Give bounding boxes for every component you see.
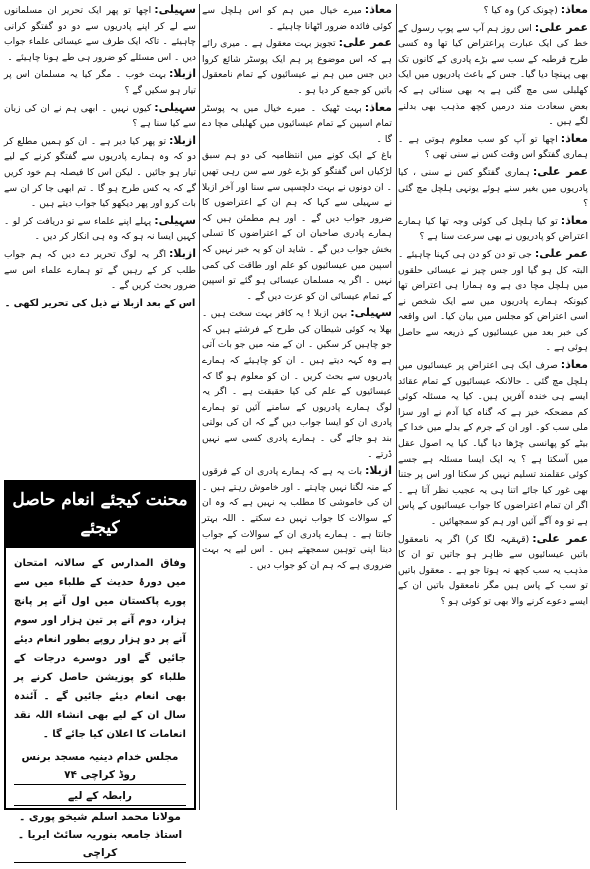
column-divider [199,4,200,810]
reward-advertisement [4,480,196,859]
dialogue-text: اگر یہ لوگ تحریر دے دیں کہ ہم جواب طلب کر کے رہیں گے تو ہمارے علماء اس سے ضرور بحث کریں گے ۔ [4,248,196,292]
dialogue-paragraph [398,164,588,212]
speaker-name: معاذ: [560,131,588,145]
dialogue-text: میرے خیال میں ہم کو اس ہلچل سے کوئی فائدہ ضرور اٹھانا چاہیئے ۔ [202,5,392,32]
dialogue-paragraph [398,2,588,19]
speaker-name: عمر علی: [534,246,588,260]
dialogue-text: (قہقہہ لگا کر) اگر یہ نامعقول باتیں عیسائیوں سے ظاہر ہو جاتیں تو ان کا مذہب یہ سب کچھ نہ ہوتا جو ہے ۔ معقول باتیں تو سب کے پاس ہیں مگر نامعقول باتیں ان کے ایسے دعوے کرنے والا بھی تو کوئی ہو ؟ [398,533,588,607]
advert-footer [6,744,194,869]
dialogue-paragraph [4,133,196,212]
dialogue-text: بات یہ ہے کہ ہمارے پادری ان کے فرقوں کے منہ لگنا نہیں چاہتے ۔ اور خاموش رہتے ہیں ۔ ان کی خاموشی کا مطلب یہ نہیں ہے کہ وہ ان کے سوالات کا جواب نہیں دے سکتے ۔ اللہ بہتر جانتا ہے ۔ ہمارے پادری ان کے سوالات کے جواب دینا اپنی توہین سمجھتے ہیں ۔ اس لیے یہ بہت ضروری ہے کہ ہم ان کو جواب دیں ۔ [202,466,392,571]
speaker-name: عمر علی: [338,36,393,50]
column-left [4,2,196,315]
dialogue-paragraph [398,531,588,610]
speaker-name: سہیلی: [154,213,196,227]
speaker-name: معاذ: [560,213,588,227]
dialogue-paragraph [4,246,196,294]
dialogue-text: تجویز بہت معقول ہے ۔ میری رائے ہے کہ اس موضوع پر ہم ایک پوسٹر شائع کروا دیں جس میں ہم نے عیسائیوں کے تمام نامعقول باتیں کو جمع کر دیا ہو ۔ [202,38,392,96]
dialogue-text: تو پھر کیا دیر ہے ۔ ان کو ہمیں مطلع کر دو کہ وہ ہمارے پادریوں سے گفتگو کرنے کے لیے تیار ہو جائیں ۔ لیکن اس کا فیصلہ ہم خود کریں گے کہ یہ کس طرح ہو گا ۔ تم ابھی جا کر ان سے بات کرو اور پھر دیکھو کیا جواب دیتے ہیں ۔ [4,135,196,210]
speaker-name: معاذ: [364,100,392,114]
speaker-name: عمر علی: [532,531,588,545]
dialogue-text: کیوں نہیں ۔ ابھی ہم نے ان کی زبان سے کیا سنا ہے ؟ [4,102,196,130]
advert-headline: محنت کیجئے انعام حاصل کیجئے [6,482,194,548]
advert-footer-line: مجلس خدام دینیہ مسجد برنس روڈ کراچی ۷۴ [14,748,186,785]
dialogue-text: تو کیا ہلچل کی کوئی وجہ تھا کیا ہمارے اعتراض کو پادریوں نے بھی سرعت سنا ہے ؟ [398,215,588,243]
column-right [398,2,588,611]
dialogue-text: پہلے اپنے علماء سے تو دریافت کر لو ۔ کہیں ایسا نہ ہو کہ وہ ہی انکار کر دیں ۔ [4,215,196,243]
dialogue-text: اس روز ہم آپ سے پوپ رسول کے خط کی ایک عبارت پراعتراض کیا تھا وہ کسی طرح قرطبہ کے سب سے بڑے پادری کے کانوں تک بھی پہنچا دیا گیا۔ جس کے باعث پادریوں میں ایک کھلبلی سی مچ گئی ہے یہ بھی سنائی ہے کہ بعض سعادت مند درمیں کچھ مذہب بھی بدلنے لگے ہیں ۔ [398,22,588,128]
dialogue-paragraph [398,131,588,163]
speaker-name: معاذ: [560,358,588,372]
dialogue-text: باغ کے ایک کونے میں انتظامیہ کی دو ہم سبق لڑکیاں اس گفتگو کو بڑے غور سے سن رہی تھیں ۔ ان دونوں نے بہت دلچسپی سے سنا اور آخر ازبلا نے سہیلی سے کہا کہ ہم ان کے اعتراضوں کا ضرور جواب دیں گے ۔ اور ہم مطمئن ہیں کہ ہمارے پادری صاحبان ان کے اعتراضوں کا تسلی بخش جواب دیں گے ۔ شاید ان کو یہ خبر نہیں کہ اسپین میں عیسائیوں کو علم اور طاقت کی کمی نہیں ۔ اگر یہ مسلمان عیسائی ہو گئے تو اسپین کے تمام عیسائی ان کو عزت دیں گے ۔ [202,150,392,302]
speaker-name: معاذ: [364,3,392,16]
dialogue-paragraph [398,357,588,530]
dialogue-text: ہماری گفتگو کس نے سنی ، کیا پادریوں میں بغیر سنے ہوئے یونہی ہلچل مچ گئی ؟ [398,166,588,210]
speaker-name: عمر علی: [532,164,589,178]
dialogue-paragraph [202,305,392,462]
dialogue-text: (چونک کر) وہ کیا ؟ [483,5,558,16]
dialogue-paragraph [4,100,196,132]
column-divider [396,4,397,810]
dialogue-text: بہت خوب ۔ مگر کیا یہ مسلمان اس پر تیار ہو سکیں گے ؟ [4,69,196,96]
dialogue-paragraph [202,35,392,98]
dialogue-paragraph [202,463,392,573]
dialogue-paragraph [398,246,588,356]
advert-body: وفاق المدارس کے سالانہ امتحان میں دورۂ حدیث کے طلباء میں سے پورے پاکستان میں اول آنے پر پانچ ہزار، دوم آنے پر تین ہزار اور سوم آنے پر دو ہزار روپے بطور انعام دیئے جائیں گے اور دوسرے درجات کے طلباء کو پوزیشن حاصل کرنے پر بھی انعام دیئے جائیں گے ۔ آئندہ سال ان کے لیے بھی انشاء اللہ نقد انعامات کا اعلان کیا جائے گا ۔ [14,558,186,740]
speaker-name: سہیلی: [154,100,196,114]
dialogue-paragraph [398,20,588,130]
dialogue-paragraph [398,213,588,245]
dialogue-paragraph [202,100,392,148]
dialogue-paragraph [4,213,196,245]
dialogue-paragraph [202,148,392,304]
closing-note: اس کے بعد ازبلا نے ذیل کی تحریر لکھی ۔ [4,297,196,309]
speaker-name: ازبلا: [169,67,196,81]
dialogue-text: اچھا تو پھر ایک تحریر ان مسلمانوں سے لے کر اپنے پادریوں سے دو دو گفتگو کرانی چاہیئے ۔ تاکہ ایک طرف سے عیسائی علماء جواب دیں ۔ اس مسئلے کو ضرور ہی طے ہونا چاہیئے ۔ [4,5,196,63]
dialogue-text: بہن ازبلا ! یہ کافر بہت سخت ہیں ۔ بھلا یہ کوئی شیطان کی طرح کے فرشتے ہیں کہ جو چاہیں کر سکیں ۔ ان کے منہ میں جو بات آتی ہے وہ کہہ دیتے ہیں ۔ ان کو چاہیئے کہ ہمارے پادریوں سے بحث کریں ۔ ان کو معلوم ہو گا کہ عیسائیوں کے علم کی کیا حقیقت ہے ۔ اگر یہ لوگ ہمارے پادریوں کے سامنے آئیں تو ہمارے پادری ان کو ایسا جواب دیں گے کہ ان کی بولتی بند ہو جائے گی ۔ ہمارے پادری کسی سے نہیں ڈرتے ۔ [202,308,392,460]
speaker-name: سہیلی: [154,3,196,16]
advert-footer-line: رابطہ کے لیے [14,787,186,806]
dialogue-text: اچھا تو آپ کو سب معلوم ہوتی ہے ۔ ہماری گفتگو اس وقت کس نے سنی تھی ؟ [398,133,588,161]
advert-footer-line: مولانا محمد اسلم شیخو پوری ۔ استاذ جامعہ بنوریہ سائٹ ایریا ۔ کراچی [14,808,186,863]
speaker-name: سہیلی: [350,306,392,320]
dialogue-text: صرف ایک ہی اعتراض پر عیسائیوں میں ہلچل مچ گئی ۔ حالانکہ عیسائیوں کے تمام عقائد ایسے ہی خندہ آفریں ہیں۔ کیا یہ مسئلہ کوئی کم مضحکہ خیز ہے کہ گناہ کیا آدم نے اور سزا ملی سب کو۔ اور ان کے جرم کے بدلے میں خدا کے بیٹے کو پھانسی چڑھا دیا گیا۔ کیا یہ اصول عقل میں آسکتا ہے ؟ یہ ایک ایسا مسئلہ ہے جسے کوئی عقلمند تسلیم نہیں کر سکتا اور اس پر جتنا بھی غور کیا جائے اتنا ہی یہ عجیب نظر آتا ہے ۔ اگر ان تمام اعتراضوں کا جواب عیسائیوں کے پاس ہے تو وہ آگے آئیں اور ہم کو سمجھائیں ۔ [398,360,588,527]
dialogue-paragraph [4,2,196,65]
speaker-name: ازبلا: [169,246,196,260]
speaker-name: ازبلا: [365,464,392,478]
column-middle [202,2,392,574]
speaker-name: عمر علی: [534,20,588,34]
speaker-name: ازبلا: [169,133,196,147]
dialogue-text: جی تو دن کو دن ہی کہنا چاہیئے ۔ البتہ کل ہو گیا اور جس چیز نے عیسائی حلقوں میں ہلچل مچا دی ہے وہ ہمارا ہی اعتراض تھا کیونکہ ہمارے پادریوں میں سے ایک شخص نے اسی اعتراض کو مجلس میں بیان کیا۔ اس واقعہ کی خبر بعد میں عیسائیوں کے ذریعہ سے حاصل ہوئی ہے ۔ [398,248,588,354]
dialogue-text: بہت ٹھیک ۔ میرے خیال میں یہ پوسٹر تمام اسپین کے تمام عیسائیوں میں کھلبلی مچا دے گا ۔ [202,102,392,145]
dialogue-paragraph [4,66,196,98]
speaker-name: معاذ: [560,3,588,16]
dialogue-paragraph [202,2,392,34]
